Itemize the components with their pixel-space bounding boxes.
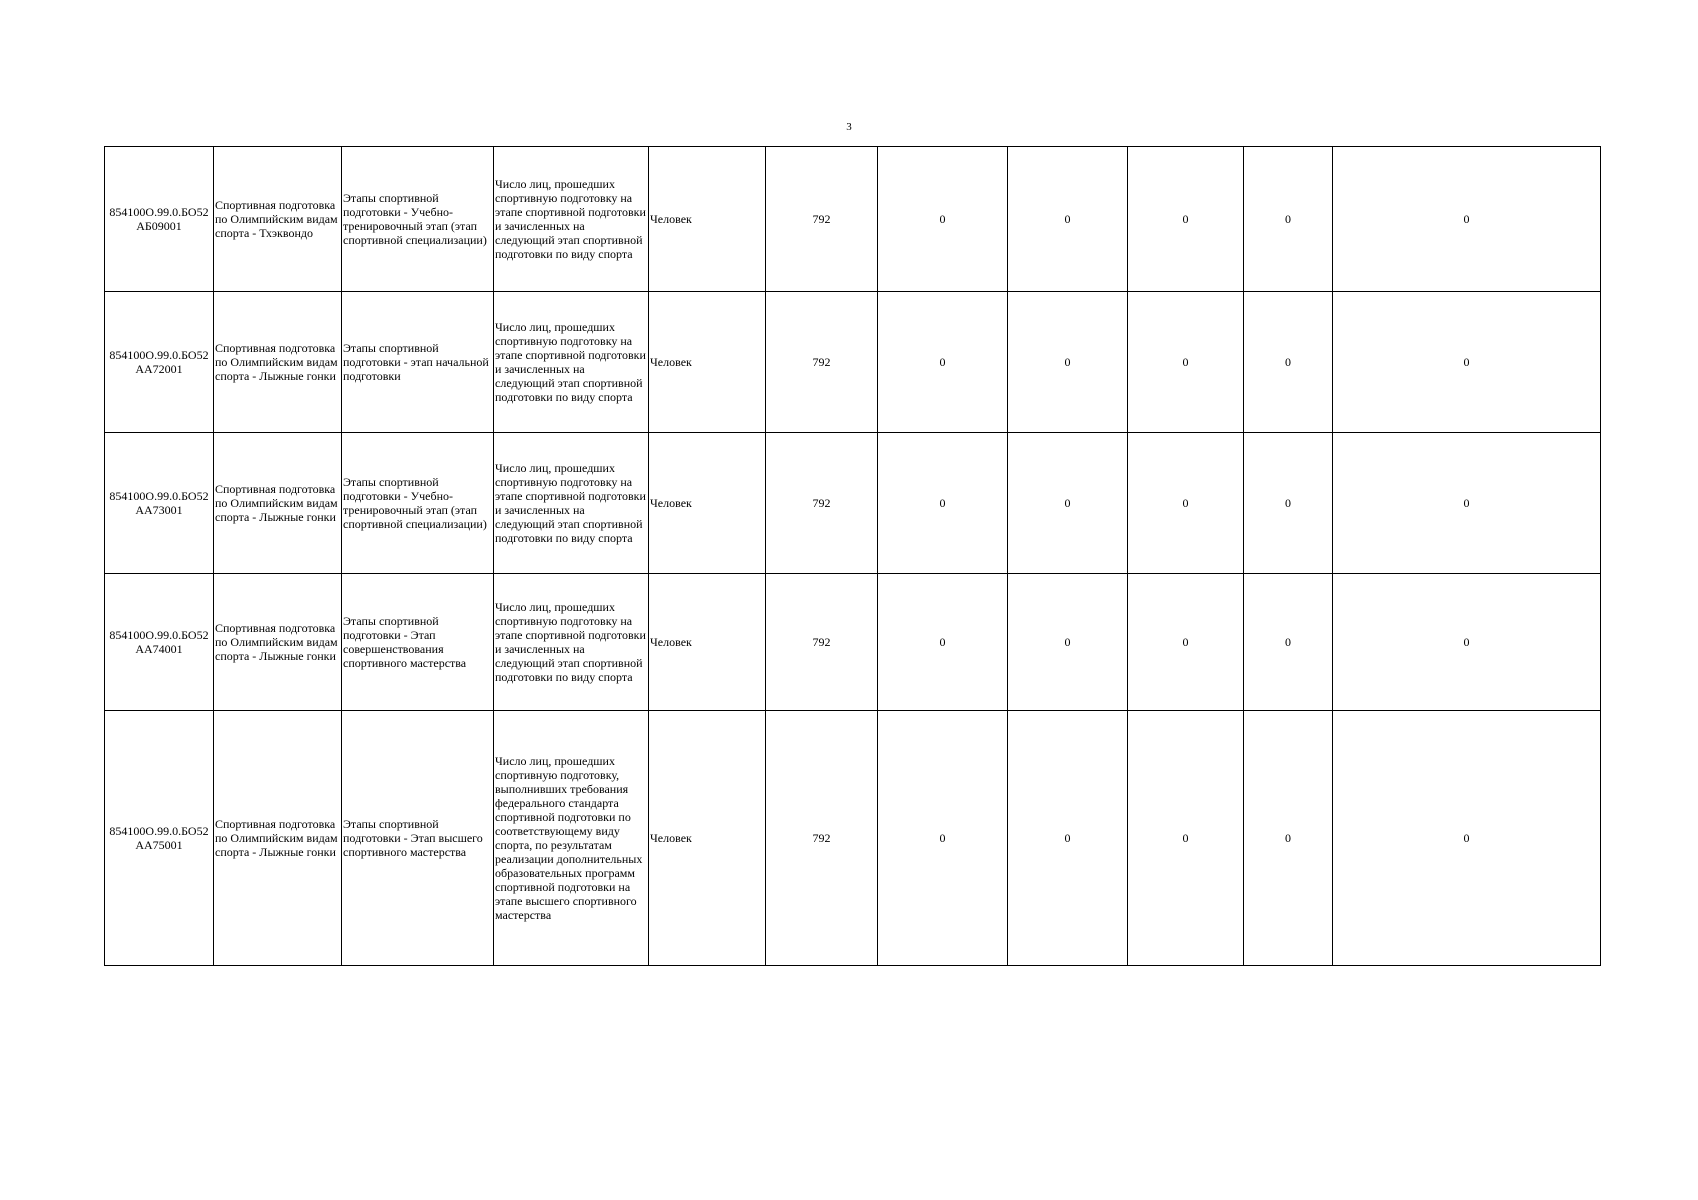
value-cell: 0 (1128, 711, 1244, 966)
stage-cell: Этапы спортивной подготовки - Этап совершенствования спортивного мастерства (342, 574, 494, 711)
value-cell: 0 (878, 147, 1008, 292)
stage-cell: Этапы спортивной подготовки - этап начальной подготовки (342, 292, 494, 433)
registry-code-cell: 854100О.99.0.БО52 АА72001 (105, 292, 214, 433)
unit-cell: Человек (649, 711, 766, 966)
indicator-cell: Число лиц, прошедших спортивную подготовку, выполнивших требования федерального стандарта спортивной подготовки по соответствующему виду спорта, по результатам реализации дополнительных образовательных программ спортивной подготовки на этапе высшего спортивного мастерства (494, 711, 649, 966)
value-cell: 0 (1128, 292, 1244, 433)
program-cell: Спортивная подготовка по Олимпийским видам спорта - Лыжные гонки (214, 711, 342, 966)
table-row (105, 147, 1601, 292)
value-cell: 0 (878, 574, 1008, 711)
value-cell: 0 (878, 292, 1008, 433)
value-cell: 0 (1008, 292, 1128, 433)
value-cell: 0 (1333, 433, 1601, 574)
indicator-cell: Число лиц, прошедших спортивную подготовку на этапе спортивной подготовки и зачисленных на следующий этап спортивной подготовки по виду спорта (494, 147, 649, 292)
stage-cell: Этапы спортивной подготовки - Учебно-тренировочный этап (этап спортивной специализации) (342, 147, 494, 292)
value-cell: 0 (1244, 147, 1333, 292)
indicator-cell: Число лиц, прошедших спортивную подготовку на этапе спортивной подготовки и зачисленных на следующий этап спортивной подготовки по виду спорта (494, 574, 649, 711)
okei-code-cell: 792 (766, 574, 878, 711)
value-cell: 0 (1333, 147, 1601, 292)
table-row (105, 292, 1601, 433)
value-cell: 0 (1333, 711, 1601, 966)
program-cell: Спортивная подготовка по Олимпийским видам спорта - Лыжные гонки (214, 433, 342, 574)
okei-code-cell: 792 (766, 711, 878, 966)
value-cell: 0 (878, 711, 1008, 966)
registry-code-cell: 854100О.99.0.БО52 АА75001 (105, 711, 214, 966)
value-cell: 0 (1244, 292, 1333, 433)
value-cell: 0 (1008, 574, 1128, 711)
unit-cell: Человек (649, 433, 766, 574)
value-cell: 0 (1008, 711, 1128, 966)
value-cell: 0 (1333, 574, 1601, 711)
table-row (105, 433, 1601, 574)
okei-code-cell: 792 (766, 147, 878, 292)
stage-cell: Этапы спортивной подготовки - Учебно-тренировочный этап (этап спортивной специализации) (342, 433, 494, 574)
value-cell: 0 (1244, 574, 1333, 711)
program-cell: Спортивная подготовка по Олимпийским видам спорта - Тхэквондо (214, 147, 342, 292)
okei-code-cell: 792 (766, 292, 878, 433)
value-cell: 0 (1128, 147, 1244, 292)
unit-cell: Человек (649, 147, 766, 292)
value-cell: 0 (1244, 711, 1333, 966)
registry-code-cell: 854100О.99.0.БО52 АА74001 (105, 574, 214, 711)
program-cell: Спортивная подготовка по Олимпийским видам спорта - Лыжные гонки (214, 574, 342, 711)
services-indicator-table (104, 146, 1601, 966)
program-cell: Спортивная подготовка по Олимпийским видам спорта - Лыжные гонки (214, 292, 342, 433)
registry-code-cell: 854100О.99.0.БО52 АА73001 (105, 433, 214, 574)
unit-cell: Человек (649, 292, 766, 433)
indicator-cell: Число лиц, прошедших спортивную подготовку на этапе спортивной подготовки и зачисленных на следующий этап спортивной подготовки по виду спорта (494, 292, 649, 433)
indicator-cell: Число лиц, прошедших спортивную подготовку на этапе спортивной подготовки и зачисленных на следующий этап спортивной подготовки по виду спорта (494, 433, 649, 574)
value-cell: 0 (1008, 433, 1128, 574)
value-cell: 0 (1333, 292, 1601, 433)
page-number: 3 (846, 121, 852, 133)
value-cell: 0 (1128, 433, 1244, 574)
value-cell: 0 (878, 433, 1008, 574)
okei-code-cell: 792 (766, 433, 878, 574)
table-row (105, 574, 1601, 711)
registry-code-cell: 854100О.99.0.БО52 АБ09001 (105, 147, 214, 292)
value-cell: 0 (1008, 147, 1128, 292)
unit-cell: Человек (649, 574, 766, 711)
table-row (105, 711, 1601, 966)
value-cell: 0 (1128, 574, 1244, 711)
stage-cell: Этапы спортивной подготовки - Этап высшего спортивного мастерства (342, 711, 494, 966)
value-cell: 0 (1244, 433, 1333, 574)
